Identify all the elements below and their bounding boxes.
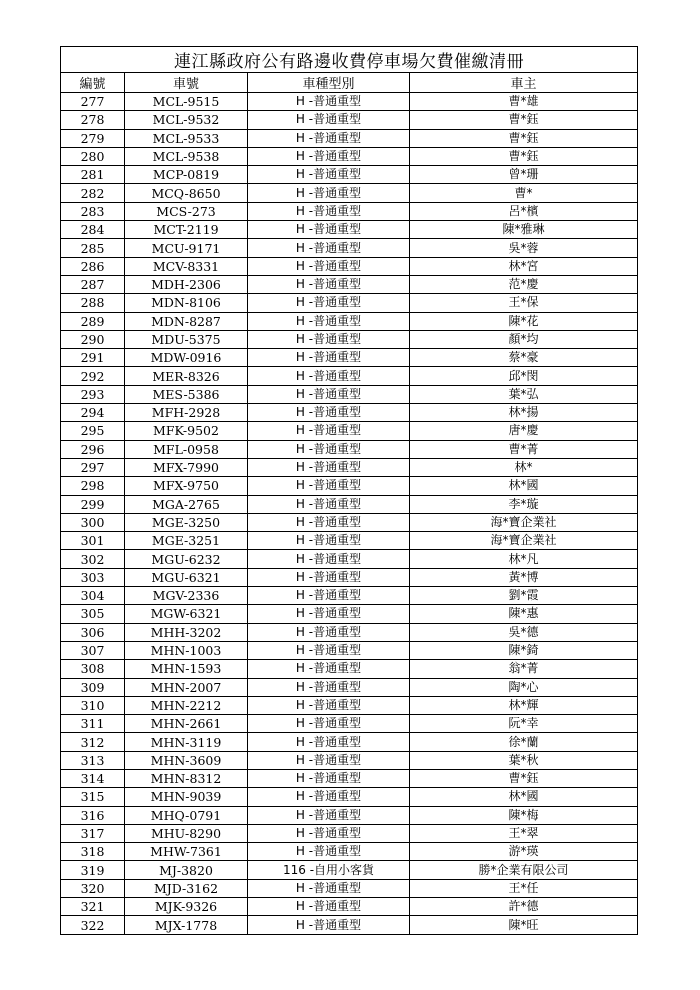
vehicle-type: H -普通重型 [248,385,410,403]
owner-name: 曹*雄 [410,93,638,111]
vehicle-type: H -普通重型 [248,184,410,202]
owner-name: 葉*秋 [410,751,638,769]
plate-number: MCL-9532 [125,111,248,129]
vehicle-type: H -普通重型 [248,751,410,769]
plate-number: MDN-8287 [125,312,248,330]
vehicle-type: H -普通重型 [248,605,410,623]
vehicle-type: H -普通重型 [248,898,410,916]
table-row [61,257,638,275]
owner-name: 林*輝 [410,696,638,714]
plate-number: MFL-0958 [125,440,248,458]
vehicle-type: H -普通重型 [248,111,410,129]
row-number: 320 [61,879,125,897]
vehicle-type: H -普通重型 [248,641,410,659]
plate-number: MDU-5375 [125,330,248,348]
plate-number: MHN-2007 [125,678,248,696]
row-number: 301 [61,532,125,550]
owner-name: 曾*珊 [410,166,638,184]
row-number: 307 [61,641,125,659]
vehicle-type: H -普通重型 [248,275,410,293]
table-row [61,184,638,202]
plate-number: MHN-8312 [125,769,248,787]
owner-name: 陳*錡 [410,641,638,659]
row-number: 294 [61,404,125,422]
vehicle-type: H -普通重型 [248,257,410,275]
row-number: 280 [61,147,125,165]
table-row [61,587,638,605]
arrears-register-sheet [60,46,637,935]
vehicle-type: H -普通重型 [248,458,410,476]
row-number: 283 [61,202,125,220]
owner-name: 曹*鈺 [410,111,638,129]
vehicle-type: 116 -自用小客貨 [248,861,410,879]
column-header-number: 編號 [61,73,125,93]
column-header-owner: 車主 [410,73,638,93]
plate-number: MJX-1778 [125,916,248,934]
plate-number: MCL-9515 [125,93,248,111]
owner-name: 林*國 [410,788,638,806]
vehicle-type: H -普通重型 [248,349,410,367]
plate-number: MDN-8106 [125,294,248,312]
owner-name: 曹*鈺 [410,129,638,147]
table-row [61,111,638,129]
row-number: 318 [61,843,125,861]
vehicle-type: H -普通重型 [248,660,410,678]
plate-number: MGV-2336 [125,587,248,605]
table-row [61,898,638,916]
plate-number: MHN-9039 [125,788,248,806]
owner-name: 王*翠 [410,824,638,842]
table-row [61,367,638,385]
plate-number: MHN-1593 [125,660,248,678]
row-number: 316 [61,806,125,824]
vehicle-type: H -普通重型 [248,678,410,696]
table-row [61,733,638,751]
owner-name: 陶*心 [410,678,638,696]
row-number: 278 [61,111,125,129]
vehicle-type: H -普通重型 [248,733,410,751]
table-row [61,843,638,861]
row-number: 289 [61,312,125,330]
vehicle-type: H -普通重型 [248,422,410,440]
table-row [61,696,638,714]
owner-name: 陳*梅 [410,806,638,824]
table-row [61,568,638,586]
plate-number: MHQ-0791 [125,806,248,824]
owner-name: 翁*菁 [410,660,638,678]
table-row [61,532,638,550]
table-row [61,769,638,787]
arrears-table [60,46,638,935]
table-row [61,275,638,293]
table-row [61,550,638,568]
plate-number: MFX-9750 [125,477,248,495]
vehicle-type: H -普通重型 [248,239,410,257]
plate-number: MHN-3119 [125,733,248,751]
row-number: 293 [61,385,125,403]
plate-number: MFH-2928 [125,404,248,422]
row-number: 321 [61,898,125,916]
owner-name: 陳*花 [410,312,638,330]
plate-number: MER-8326 [125,367,248,385]
plate-number: MHH-3202 [125,623,248,641]
plate-number: MHN-2212 [125,696,248,714]
vehicle-type: H -普通重型 [248,312,410,330]
row-number: 305 [61,605,125,623]
row-number: 295 [61,422,125,440]
row-number: 302 [61,550,125,568]
table-row [61,385,638,403]
row-number: 277 [61,93,125,111]
row-number: 317 [61,824,125,842]
owner-name: 顏*均 [410,330,638,348]
vehicle-type: H -普通重型 [248,843,410,861]
owner-name: 吳*蓉 [410,239,638,257]
owner-name: 林* [410,458,638,476]
table-row [61,715,638,733]
table-row [61,166,638,184]
owner-name: 林*揚 [410,404,638,422]
plate-number: MCU-9171 [125,239,248,257]
owner-name: 陳*雅琳 [410,221,638,239]
vehicle-type: H -普通重型 [248,788,410,806]
row-number: 315 [61,788,125,806]
vehicle-type: H -普通重型 [248,916,410,934]
plate-number: MES-5386 [125,385,248,403]
table-row [61,495,638,513]
owner-name: 吳*德 [410,623,638,641]
vehicle-type: H -普通重型 [248,330,410,348]
row-number: 279 [61,129,125,147]
plate-number: MCT-2119 [125,221,248,239]
table-row [61,221,638,239]
row-number: 290 [61,330,125,348]
row-number: 314 [61,769,125,787]
owner-name: 勝*企業有限公司 [410,861,638,879]
owner-name: 林*凡 [410,550,638,568]
plate-number: MHN-3609 [125,751,248,769]
row-number: 303 [61,568,125,586]
table-row [61,147,638,165]
row-number: 312 [61,733,125,751]
vehicle-type: H -普通重型 [248,129,410,147]
row-number: 319 [61,861,125,879]
table-row [61,513,638,531]
owner-name: 曹*菁 [410,440,638,458]
table-row [61,916,638,934]
vehicle-type: H -普通重型 [248,221,410,239]
row-number: 285 [61,239,125,257]
plate-number: MGA-2765 [125,495,248,513]
table-row [61,605,638,623]
owner-name: 劉*霞 [410,587,638,605]
row-number: 309 [61,678,125,696]
owner-name: 邱*閔 [410,367,638,385]
plate-number: MCQ-8650 [125,184,248,202]
owner-name: 呂*檳 [410,202,638,220]
row-number: 313 [61,751,125,769]
owner-name: 徐*蘭 [410,733,638,751]
owner-name: 游*瑛 [410,843,638,861]
owner-name: 王*保 [410,294,638,312]
vehicle-type: H -普通重型 [248,879,410,897]
vehicle-type: H -普通重型 [248,93,410,111]
table-row [61,477,638,495]
vehicle-type: H -普通重型 [248,824,410,842]
plate-number: MJ-3820 [125,861,248,879]
plate-number: MJD-3162 [125,879,248,897]
plate-number: MJK-9326 [125,898,248,916]
owner-name: 王*任 [410,879,638,897]
owner-name: 林*國 [410,477,638,495]
vehicle-type: H -普通重型 [248,202,410,220]
plate-number: MHN-1003 [125,641,248,659]
table-row [61,879,638,897]
table-row [61,294,638,312]
vehicle-type: H -普通重型 [248,440,410,458]
owner-name: 曹*鈺 [410,769,638,787]
vehicle-type: H -普通重型 [248,769,410,787]
vehicle-type: H -普通重型 [248,532,410,550]
header-row [61,73,638,93]
vehicle-type: H -普通重型 [248,147,410,165]
plate-number: MHN-2661 [125,715,248,733]
vehicle-type: H -普通重型 [248,696,410,714]
row-number: 292 [61,367,125,385]
table-row [61,349,638,367]
title-row [61,47,638,73]
table-row [61,824,638,842]
owner-name: 海*寶企業社 [410,532,638,550]
vehicle-type: H -普通重型 [248,715,410,733]
owner-name: 陳*旺 [410,916,638,934]
row-number: 298 [61,477,125,495]
plate-number: MGW-6321 [125,605,248,623]
row-number: 284 [61,221,125,239]
plate-number: MFK-9502 [125,422,248,440]
plate-number: MGE-3250 [125,513,248,531]
row-number: 291 [61,349,125,367]
plate-number: MGE-3251 [125,532,248,550]
table-row [61,129,638,147]
row-number: 288 [61,294,125,312]
row-number: 299 [61,495,125,513]
owner-name: 唐*慶 [410,422,638,440]
table-row [61,806,638,824]
plate-number: MDW-0916 [125,349,248,367]
table-row [61,623,638,641]
table-row [61,641,638,659]
row-number: 304 [61,587,125,605]
owner-name: 范*慶 [410,275,638,293]
row-number: 311 [61,715,125,733]
plate-number: MDH-2306 [125,275,248,293]
table-row [61,678,638,696]
owner-name: 曹* [410,184,638,202]
document-title: 連江縣政府公有路邊收費停車場欠費催繳清冊 [61,47,638,73]
vehicle-type: H -普通重型 [248,294,410,312]
table-row [61,239,638,257]
owner-name: 陳*惠 [410,605,638,623]
table-row [61,202,638,220]
vehicle-type: H -普通重型 [248,166,410,184]
row-number: 297 [61,458,125,476]
table-body [61,93,638,935]
row-number: 310 [61,696,125,714]
plate-number: MGU-6321 [125,568,248,586]
plate-number: MHU-8290 [125,824,248,842]
plate-number: MCS-273 [125,202,248,220]
plate-number: MHW-7361 [125,843,248,861]
vehicle-type: H -普通重型 [248,623,410,641]
owner-name: 林*宮 [410,257,638,275]
row-number: 308 [61,660,125,678]
row-number: 282 [61,184,125,202]
owner-name: 葉*弘 [410,385,638,403]
vehicle-type: H -普通重型 [248,477,410,495]
vehicle-type: H -普通重型 [248,587,410,605]
row-number: 281 [61,166,125,184]
plate-number: MCL-9533 [125,129,248,147]
table-row [61,312,638,330]
row-number: 286 [61,257,125,275]
vehicle-type: H -普通重型 [248,806,410,824]
table-row [61,861,638,879]
column-header-vehicle-type: 車種型別 [248,73,410,93]
plate-number: MCP-0819 [125,166,248,184]
owner-name: 黃*博 [410,568,638,586]
owner-name: 曹*鈺 [410,147,638,165]
column-header-plate: 車號 [125,73,248,93]
vehicle-type: H -普通重型 [248,550,410,568]
plate-number: MFX-7990 [125,458,248,476]
table-row [61,788,638,806]
table-row [61,404,638,422]
vehicle-type: H -普通重型 [248,367,410,385]
row-number: 300 [61,513,125,531]
table-row [61,330,638,348]
row-number: 322 [61,916,125,934]
owner-name: 阮*幸 [410,715,638,733]
vehicle-type: H -普通重型 [248,568,410,586]
table-row [61,422,638,440]
table-row [61,751,638,769]
table-row [61,660,638,678]
row-number: 287 [61,275,125,293]
plate-number: MCV-8331 [125,257,248,275]
table-row [61,93,638,111]
owner-name: 蔡*豪 [410,349,638,367]
vehicle-type: H -普通重型 [248,513,410,531]
vehicle-type: H -普通重型 [248,495,410,513]
owner-name: 李*璇 [410,495,638,513]
row-number: 296 [61,440,125,458]
owner-name: 許*德 [410,898,638,916]
table-row [61,458,638,476]
vehicle-type: H -普通重型 [248,404,410,422]
table-row [61,440,638,458]
plate-number: MCL-9538 [125,147,248,165]
row-number: 306 [61,623,125,641]
plate-number: MGU-6232 [125,550,248,568]
owner-name: 海*寶企業社 [410,513,638,531]
